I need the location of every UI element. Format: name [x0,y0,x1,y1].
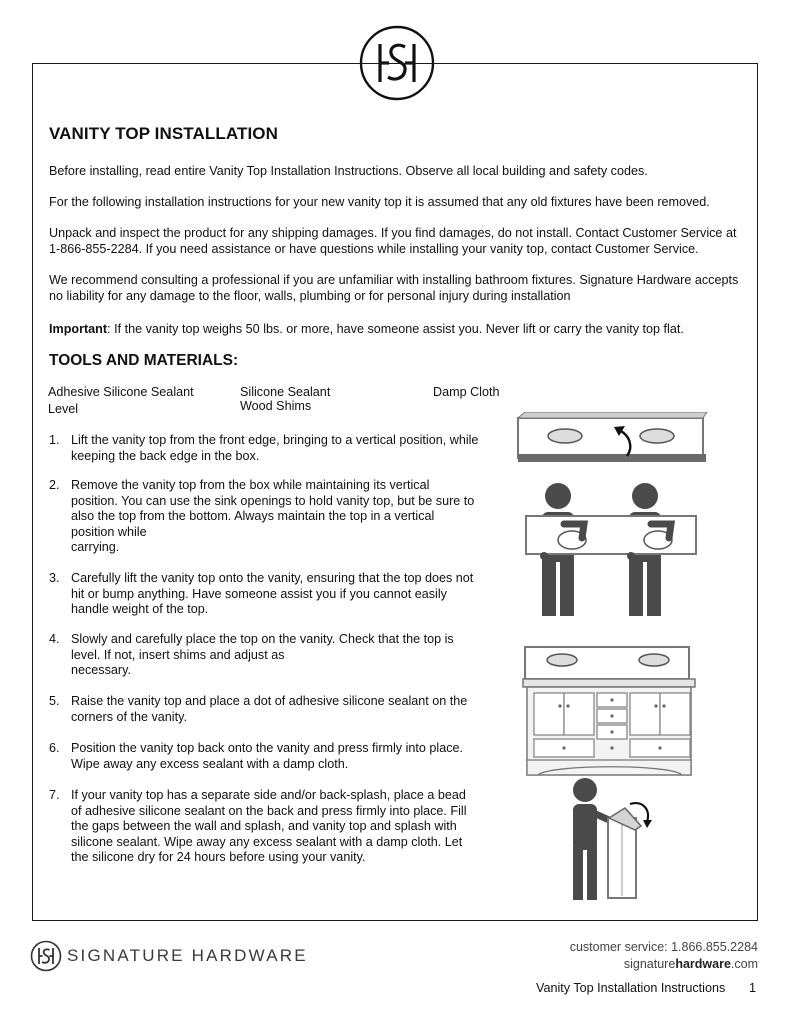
step-text: Slowly and carefully place the top on the vanity. Check that the top is level. If not, insert shims and adjust as [71,632,454,662]
arrow-icon [643,820,652,828]
customer-service-phone: customer service: 1.866.855.2284 [569,940,758,954]
illustration-place-top [565,774,665,904]
step-number: 6. [49,741,60,755]
document-title: Vanity Top Installation Instructions [536,981,726,995]
step-number: 4. [49,632,60,646]
step-number: 7. [49,788,60,802]
illustration-vanity-cabinet [522,644,702,780]
step-text: necessary. [71,663,131,677]
brand-name: SIGNATURE HARDWARE [67,946,308,965]
tools-heading: TOOLS AND MATERIALS: [49,352,239,369]
step-text: If your vanity top has a separate side and/or back-splash, place a bead of adhesive silicone sealant on the back and press firmly into place. Fill the gaps between the wall and splash, and vanity top and splash with silicone sealant. Wipe away any excess sealant with a damp cloth. Let the silicone dry for 24 hours before using your vanity. [71,788,467,864]
step-item [49,571,479,618]
step-number: 5. [49,694,60,708]
intro-paragraph: For the following installation instructions for your new vanity top it is assumed that any old fixtures have been removed. [49,195,710,209]
brand-logo-footer-icon [30,940,62,972]
step-item [49,741,479,772]
step-number: 2. [49,478,60,492]
intro-paragraph: Before installing, read entire Vanity Top Installation Instructions. Observe all local building and safety codes. [49,164,648,178]
step-text: Carefully lift the vanity top onto the vanity, ensuring that the top does not hit or bump anything. Have someone assist you if you cannot easily handle weight of the top. [71,571,474,616]
important-text: : If the vanity top weighs 50 lbs. or more, have someone assist you. Never lift or carry the vanity top flat. [107,322,684,336]
important-label: Important [49,322,108,336]
illustration-carry-top [522,480,700,620]
website-link[interactable]: signaturehardware.com [623,957,758,971]
step-text: carrying. [71,540,120,554]
step-number: 3. [49,571,60,585]
step-item [49,788,479,866]
step-text: Raise the vanity top and place a dot of adhesive silicone sealant on the corners of the vanity. [71,694,468,724]
step-text: Position the vanity top back onto the vanity and press firmly into place. Wipe away any excess sealant with a damp cloth. [71,741,464,771]
intro-paragraph: We recommend consulting a professional if you are unfamiliar with installing bathroom fixtures. Signature Hardware accepts no liability for any damage to the floor, walls, plumbing or for personal injury during installation [49,273,739,303]
step-number: 1. [49,433,60,447]
step-item [49,478,479,556]
step-item [49,694,479,725]
tool-item: Adhesive Silicone Sealant [48,385,194,399]
tool-item: Level [48,402,79,416]
page-title: VANITY TOP INSTALLATION [49,124,278,143]
footer-contact [570,939,758,973]
step-text: Remove the vanity top from the box while maintaining its vertical position. You can use the sink openings to hold vanity top, but be sure to also the top from the bottom. Always maintain the top in a vertical position while [71,478,475,539]
tool-item: Damp Cloth [433,385,500,399]
important-note [49,321,749,337]
tool-item: Silicone Sealant [240,385,331,399]
illustration-lift-from-box [515,412,710,467]
page-number: 1 [749,981,757,995]
step-text: Lift the vanity top from the front edge, bringing to a vertical position, while keeping the back edge in the box. [71,433,479,463]
intro-paragraph: Unpack and inspect the product for any shipping damages. If you find damages, do not install. Contact Customer Service at 1-866-855-2284. If you need assistance or have questions while installing your vanity top, contact Customer Service. [49,226,737,256]
step-item [49,632,479,679]
tool-item: Wood Shims [240,399,312,413]
step-item [49,433,479,464]
